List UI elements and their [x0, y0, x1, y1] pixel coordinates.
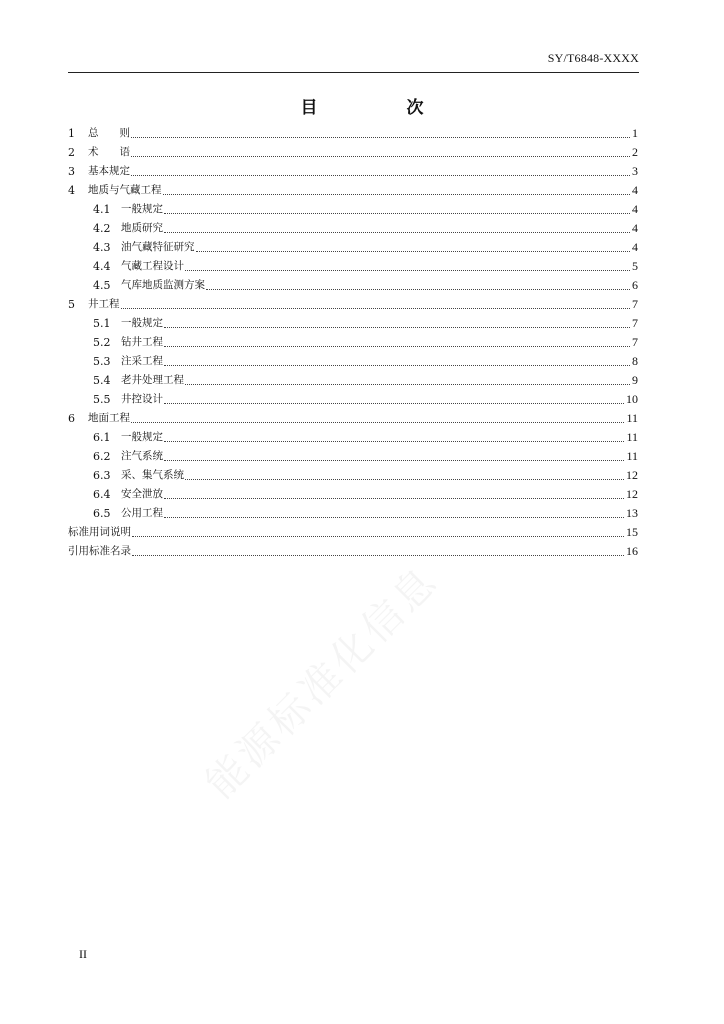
toc-entry-page: 7: [632, 316, 638, 330]
toc-entry-page: 6: [632, 278, 638, 292]
toc-leader-dots: [185, 383, 630, 385]
toc-entry-page: 8: [632, 354, 638, 368]
toc-leader-dots: [185, 269, 630, 271]
toc-entry-title: 地质与气藏工程: [88, 184, 162, 196]
toc-entry[interactable]: [68, 352, 638, 371]
toc-entry-number: 5.1: [93, 317, 111, 330]
toc-entry-title: 引用标准名录: [68, 545, 131, 557]
toc-leader-dots: [131, 174, 630, 176]
toc-entry-title: 井控设计: [121, 393, 163, 405]
toc-entry[interactable]: [68, 542, 638, 561]
toc-entry-number: 5.2: [93, 336, 111, 349]
toc-leader-dots: [164, 231, 630, 233]
toc-entry-title: 公用工程: [121, 507, 163, 519]
toc-entry-number: 4.5: [93, 279, 111, 292]
toc-entry-number: 1: [68, 127, 75, 140]
toc-entry-number: 6.4: [93, 488, 111, 501]
toc-entry-page: 4: [632, 221, 638, 235]
toc-entry-title: 采、集气系统: [121, 469, 184, 481]
toc-entry-page: 16: [626, 544, 638, 558]
toc-entry[interactable]: [68, 257, 638, 276]
toc-leader-dots: [164, 459, 624, 461]
toc-entry[interactable]: [68, 314, 638, 333]
toc-entry-page: 11: [626, 411, 638, 425]
toc-leader-dots: [132, 554, 624, 556]
toc-entry-number: 5.5: [93, 393, 111, 406]
toc-entry-page: 3: [632, 164, 638, 178]
footer-page-number: II: [79, 947, 87, 961]
toc-leader-dots: [164, 212, 630, 214]
toc-entry[interactable]: [68, 124, 638, 143]
toc-entry[interactable]: [68, 219, 638, 238]
header-divider: [68, 72, 639, 73]
toc-entry-title: 一般规定: [121, 203, 163, 215]
toc-entry-title: 老井处理工程: [121, 374, 184, 386]
toc-leader-dots: [164, 364, 630, 366]
toc-entry[interactable]: [68, 523, 638, 542]
toc-entry-number: 4.2: [93, 222, 111, 235]
toc-entry-title: 气藏工程设计: [121, 260, 184, 272]
toc-entry-page: 7: [632, 297, 638, 311]
document-code: SY/T6848-XXXX: [547, 51, 639, 65]
toc-entry-page: 5: [632, 259, 638, 273]
toc-entry-title: 油气藏特征研究: [121, 241, 195, 253]
toc-entry[interactable]: [68, 200, 638, 219]
toc-entry-title: 注采工程: [121, 355, 163, 367]
toc-entry-number: 2: [68, 146, 75, 159]
toc-leader-dots: [164, 497, 624, 499]
toc-entry-title: 标准用词说明: [68, 526, 131, 538]
toc-entry-number: 3: [68, 165, 75, 178]
toc-entry[interactable]: [68, 409, 638, 428]
toc-entry-page: 11: [626, 449, 638, 463]
toc-entry[interactable]: [68, 181, 638, 200]
toc-entry-page: 10: [626, 392, 638, 406]
toc-entry-page: 4: [632, 240, 638, 254]
toc-leader-dots: [164, 440, 624, 442]
toc-entry-page: 11: [626, 430, 638, 444]
toc-leader-dots: [185, 478, 624, 480]
toc-entry[interactable]: [68, 143, 638, 162]
toc-leader-dots: [131, 136, 630, 138]
toc-leader-dots: [163, 193, 631, 195]
toc-entry-number: 5.3: [93, 355, 111, 368]
toc-entry-title: 总 则: [88, 127, 130, 139]
toc-entry-title: 基本规定: [88, 165, 130, 177]
toc-entry-title: 井工程: [88, 298, 120, 310]
toc-entry-number: 6.1: [93, 431, 111, 444]
toc-entry[interactable]: [68, 447, 638, 466]
toc-entry-title: 地面工程: [88, 412, 130, 424]
toc-entry-page: 4: [632, 202, 638, 216]
toc-entry[interactable]: [68, 485, 638, 504]
toc-entry[interactable]: [68, 238, 638, 257]
toc-leader-dots: [196, 250, 631, 252]
toc-entry[interactable]: [68, 276, 638, 295]
toc-entry-page: 7: [632, 335, 638, 349]
toc-entry-page: 2: [632, 145, 638, 159]
watermark: [191, 551, 449, 809]
toc-entry-title: 术 语: [88, 146, 130, 158]
toc-entry-number: 4: [68, 184, 75, 197]
toc-entry-page: 4: [632, 183, 638, 197]
toc-entry-page: 15: [626, 525, 638, 539]
toc-entry[interactable]: [68, 428, 638, 447]
toc-entry[interactable]: [68, 466, 638, 485]
toc-entry-title: 地质研究: [121, 222, 163, 234]
toc-entry-title: 气库地质监测方案: [121, 279, 205, 291]
toc-entry-page: 9: [632, 373, 638, 387]
toc-entry[interactable]: [68, 295, 638, 314]
toc-entry-number: 4.1: [93, 203, 111, 216]
toc-leader-dots: [164, 345, 630, 347]
toc-leader-dots: [164, 516, 624, 518]
toc-entry-number: 6.5: [93, 507, 111, 520]
toc-entry-title: 一般规定: [121, 317, 163, 329]
toc-entry-number: 6.3: [93, 469, 111, 482]
toc-leader-dots: [131, 421, 624, 423]
toc-entry-number: 6.2: [93, 450, 111, 463]
toc-entry-number: 6: [68, 412, 75, 425]
toc-entry-title: 安全泄放: [121, 488, 163, 500]
toc-leader-dots: [131, 155, 630, 157]
toc-entry-page: 13: [626, 506, 638, 520]
toc-leader-dots: [206, 288, 630, 290]
toc-leader-dots: [164, 402, 624, 404]
toc-entry-page: 12: [626, 487, 638, 501]
toc-title: 目 次: [300, 98, 460, 118]
toc-entry-title: 一般规定: [121, 431, 163, 443]
toc-entry[interactable]: [68, 162, 638, 181]
toc-entry-number: 5.4: [93, 374, 111, 387]
toc-leader-dots: [121, 307, 631, 309]
toc-entry-number: 4.3: [93, 241, 111, 254]
toc-entry-title: 钻井工程: [121, 336, 163, 348]
toc-entry-page: 1: [632, 126, 638, 140]
toc-entry-page: 12: [626, 468, 638, 482]
toc-entry[interactable]: [68, 504, 638, 523]
toc-entry-number: 4.4: [93, 260, 111, 273]
toc-entry[interactable]: [68, 371, 638, 390]
toc-entry-number: 5: [68, 298, 75, 311]
toc-entry[interactable]: [68, 390, 638, 409]
toc-entry[interactable]: [68, 333, 638, 352]
table-of-contents: [68, 124, 638, 561]
toc-leader-dots: [164, 326, 630, 328]
toc-entry-title: 注气系统: [121, 450, 163, 462]
toc-leader-dots: [132, 535, 624, 537]
